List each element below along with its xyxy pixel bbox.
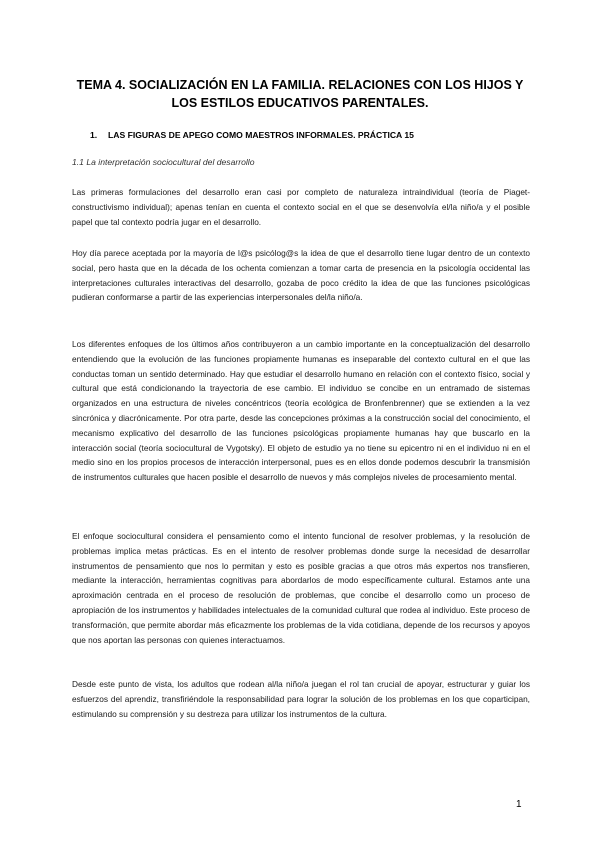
section-heading [90,130,540,141]
body-paragraph: Los diferentes enfoques de los últimos años contribuyeron a un cambio importante en la conceptualización del desarrollo entendiendo que la evolución de las funciones propiamente humanas es inseparable del contexto cultural en el que las conductas toman un sentido determinado. Hay que estudiar el desarrollo humano en relación con el contexto físico, social y cultural que está condicionando la trayectoria de ese cambio. El individuo se concibe en un entramado de sistemas organizados en una estructura de niveles concéntricos (teoría ecológica de Bronfenbrenner) que se extienden a la vez sincrónica y diacrónicamente. Por otra parte, desde las concepciones próximas a la construcción social del conocimiento, el mecanismo explicativo del desarrollo de las funciones psicológicas propiamente humanas hay que buscarlo en la interacción social (teoría sociocultural de Vygotsky). El objeto de estudio ya no tiene su epicentro ni en el individuo ni en el medio sino en los propios procesos de interacción interpersonal, pues es en ellos donde podemos descubrir la transmisión de instrumentos culturales que hacen posible el desarrollo de nuevos y más complejos niveles de procesamiento mental. [72,339,530,483]
document-title: TEMA 4. SOCIALIZACIÓN EN LA FAMILIA. RELACIONES CON LOS HIJOS Y LOS ESTILOS EDUCATIVOS PARENTALES. [76,78,524,110]
page-number: 1 [516,799,522,810]
subsection-heading: 1.1 La interpretación sociocultural del desarrollo [72,157,255,167]
body-paragraph: Desde este punto de vista, los adultos que rodean al/la niño/a juegan el rol tan crucial de apoyar, estructurar y guiar los esfuerzos del aprendiz, transfiriéndole la responsabilidad para lograr la solución de los problemas en los que coparticipan, estimulando su comprensión y su destreza para utilizar los instrumentos de la cultura. [72,679,530,719]
body-paragraph: Las primeras formulaciones del desarrollo eran casi por completo de naturaleza intraindividual (teoría de Piaget-constructivismo individual); apenas tenían en cuenta el contexto social en el que se desenvolvía el/la niño/a y el posible papel que tal contexto podría jugar en el desarrollo. [72,187,530,227]
section-number: 1. [90,130,98,140]
body-paragraph: El enfoque sociocultural considera el pensamiento como el intento funcional de resolver problemas, y la resolución de problemas implica metas prácticas. Es en el intento de resolver problemas donde surge la necesidad de desarrollar instrumentos de pensamiento que nos lo permitan y esto es posible gracias a que otros más expertos nos transfieren, mediante la interacción, herramientas cognitivas para abordarlos de modo específicamente cultural. Estamos ante una aproximación centrada en el proceso de resolución de problemas, que concibe el desarrollo como un proceso de apropiación de los instrumentos y habilidades intelectuales de la comunidad cultural que rodea al individuo. Este proceso de transformación, que permite abordar más eficazmente los problemas de la vida cotidiana, depende de los recursos y apoyos que nos aportan las personas con quienes interactuamos. [72,531,530,645]
body-paragraph: Hoy día parece aceptada por la mayoría de l@s psicólog@s la idea de que el desarrollo tiene lugar dentro de un contexto social, pero hasta que en la década de los ochenta comienzan a tomar carta de presencia en la psicología occidental las interpretaciones culturales interactivas del desarrollo, gozaba de poco crédito la idea de que las funciones psicológicas pudieran conformarse a partir de las experiencias interpersonales del/la niño/a. [72,248,530,303]
section-heading-text: LAS FIGURAS DE APEGO COMO MAESTROS INFORMALES. PRÁCTICA 15 [108,130,414,140]
